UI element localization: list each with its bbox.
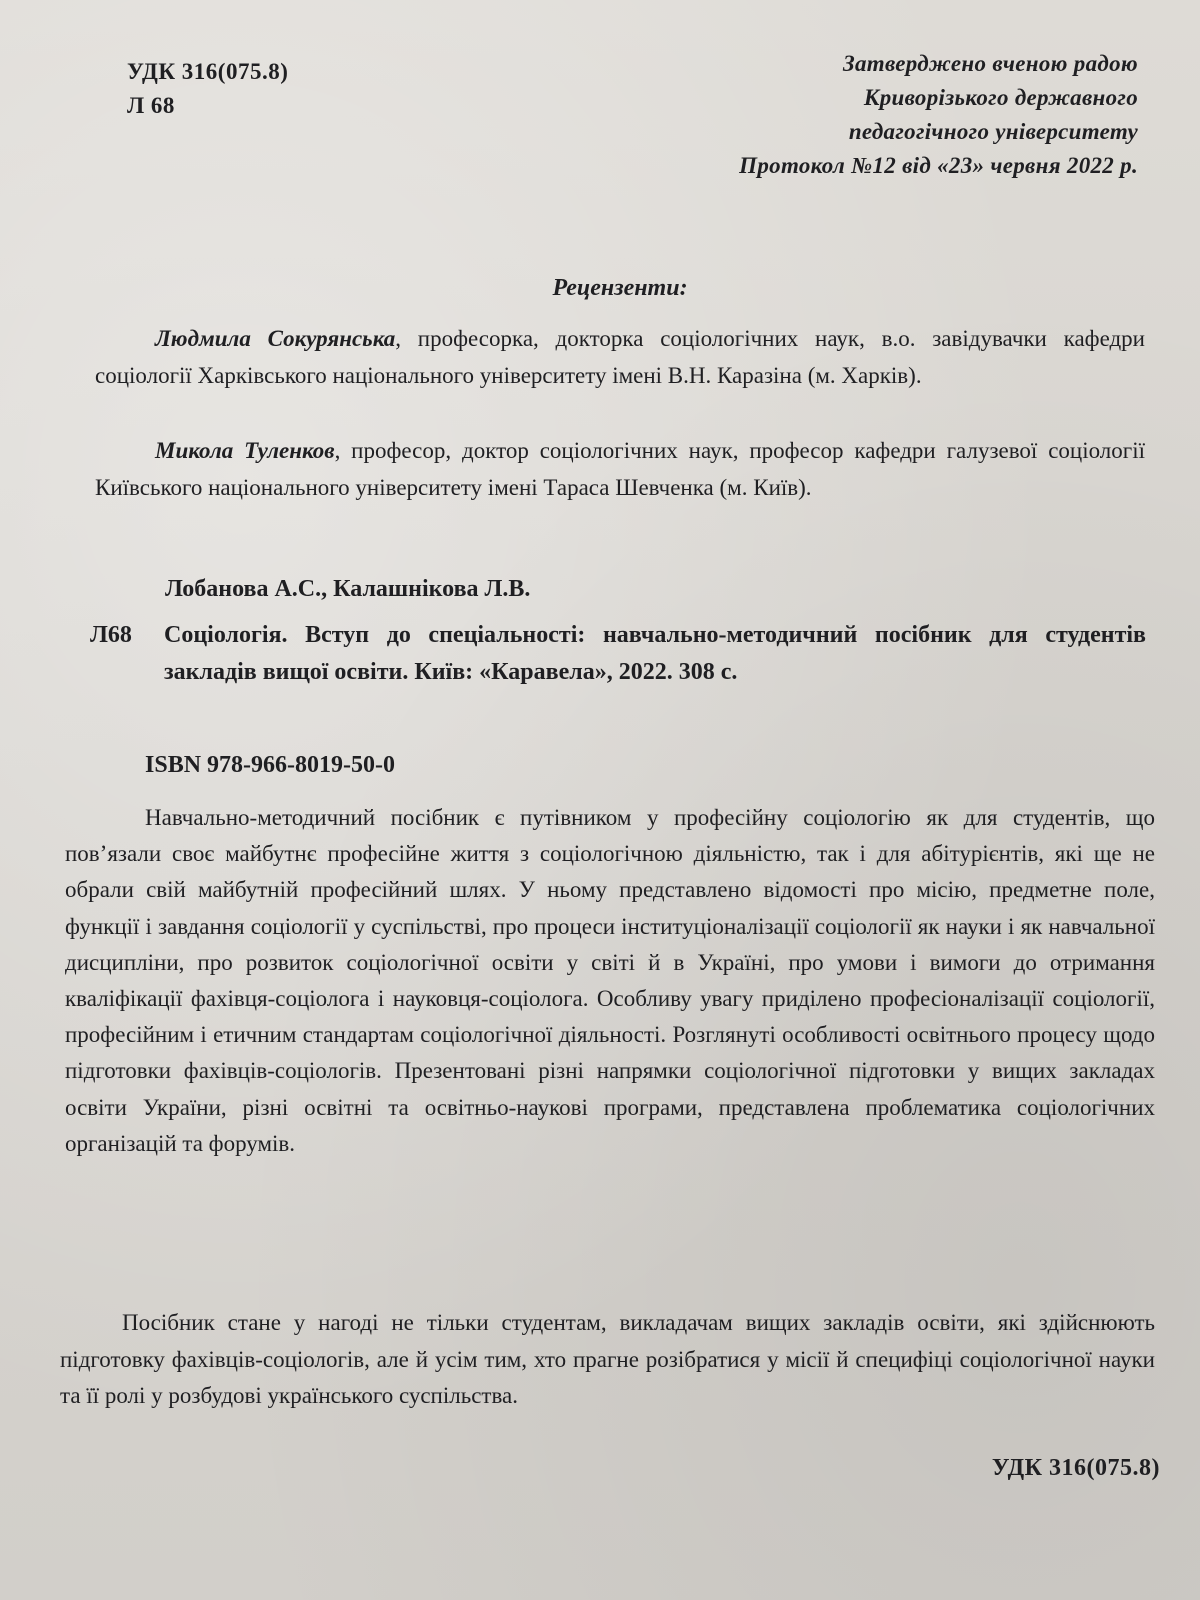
abstract-paragraph: Навчально-методичний посібник є путівником у професійну соціологію як для студентів, що пов’язали своє майбутнє професійне життя з соціологічною діяльністю, так і для абітурієнтів, які ще не обрали свій майбутній професійний шлях. У ньому представлено відомості про місію, предметне поле, функції і завдання соціології у суспільстві, про процеси інституціоналізації соціології як науки і як навчальної дисципліни, про розвиток соціологічної освіти у світі й в Україні, про умови і вимоги до отримання кваліфікації фахівця-соціолога і науковця-соціолога. Особливу увагу приділено професіоналізації соціології, професійним і етичним стандартам соціологічної діяльності. Розглянуті особливості освітнього процесу щодо підготовки фахівців-соціологів. Презентовані різні напрямки соціологічної підготовки у вищих закладах освіти України, різні освітні та освітньо-наукові програми, представлена проблематика соціологічних організацій та форумів. [65,805,1155,1156]
udk-classification: УДК 316(075.8) [127,59,289,84]
approval-block [739,47,1138,183]
reviewer-affiliation: , професор, доктор соціологічних наук, професор кафедри галузевої соціології Київського національного університету імені Тараса Шевченка (м. Київ). [95,438,1145,500]
reviewers-heading: Рецензенти: [552,275,688,301]
udk-block [127,55,288,123]
reviewer-entry [95,432,1145,506]
isbn-number: ISBN 978-966-8019-50-0 [145,752,395,778]
reviewer-name: Людмила Сокурянська [155,326,396,351]
abstract-paragraph: Посібник стане у нагоді не тільки студентам, викладачам вищих закладів освіти, які здійснюють підготовку фахівців-соціологів, але й усім тим, хто прагне розібратися у місії й специфіці соціологічної науки та її ролі у розбудові українського суспільства. [60,1310,1155,1408]
udk-footer: УДК 316(075.8) [991,1455,1160,1481]
approval-line: Затверджено вченою радою [843,51,1138,76]
library-code: Л 68 [127,93,175,118]
bibliographic-description [90,617,1150,691]
reviewer-entry [95,320,1145,394]
author-mark: Л68 [90,622,132,648]
reviewer-affiliation: , професорка, докторка соціологічних наук, в.о. завідувачки кафедри соціології Харківського національного університету імені В.Н. Каразіна (м. Харків). [95,326,1145,388]
reviewer-name: Микола Туленков [155,438,335,463]
approval-line: Криворізького державного [863,85,1138,110]
approval-protocol: Протокол №12 від «23» червня 2022 р. [739,153,1138,178]
approval-line: педагогічного університету [848,119,1138,144]
book-authors: Лобанова А.С., Калашнікова Л.В. [165,576,531,602]
book-title-description: Соціологія. Вступ до спеціальності: навчально-методичний посібник для студентів закладів вищої освіти. Київ: «Каравела», 2022. 308 с. [164,622,1146,685]
